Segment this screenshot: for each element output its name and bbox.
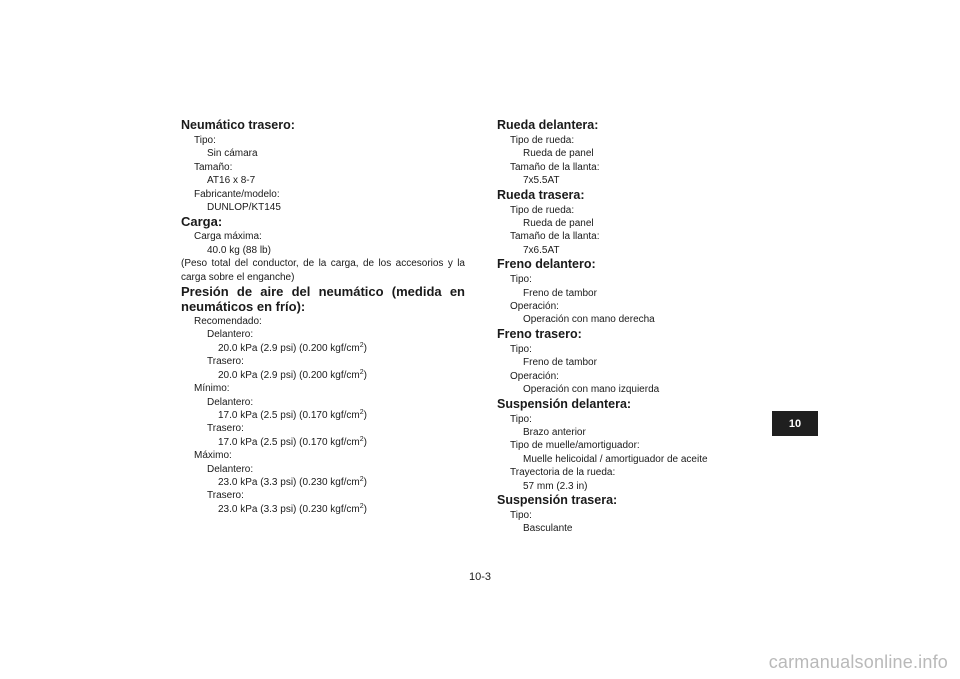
front-suspension-spring-value: Muelle helicoidal / amortiguador de aceite — [523, 453, 708, 465]
pressure-minimum-label: Mínimo: — [194, 383, 230, 395]
load-max-label: Carga máxima: — [194, 231, 262, 243]
front-suspension-travel-label: Trayectoria de la rueda: — [510, 467, 616, 479]
rear-suspension-heading: Suspensión trasera: — [497, 492, 618, 507]
pressure-min-front-value: 17.0 kPa (2.5 psi) (0.170 kgf/$cm^2$) — [218, 408, 367, 421]
rear-wheel-type-label: Tipo de rueda: — [510, 204, 575, 216]
rear-suspension-type-label: Tipo: — [510, 509, 532, 521]
front-suspension-type-label: Tipo: — [510, 413, 532, 425]
rear-tire-maker-value: DUNLOP/KT145 — [207, 202, 281, 214]
chapter-tab: 10 — [772, 411, 818, 436]
rear-brake-type-value: Freno de tambor — [523, 357, 597, 369]
pressure-recommended-label: Recomendado: — [194, 316, 262, 328]
pressure-max-front-label: Delantero: — [207, 463, 254, 475]
pressure-rec-front-value: 20.0 kPa (2.9 psi) (0.200 kgf/$cm^2$) — [218, 341, 367, 354]
pressure-max-front-value: 23.0 kPa (3.3 psi) (0.230 kgf/$cm^2$) — [218, 475, 367, 488]
front-brake-op-value: Operación con mano derecha — [523, 314, 655, 326]
rear-tire-type-label: Tipo: — [194, 135, 216, 146]
rear-tire-type-value: Sin cámara — [207, 148, 258, 160]
pressure-min-rear-value: 17.0 kPa (2.5 psi) (0.170 kgf/$cm^2$) — [218, 435, 367, 448]
page-number: 10-3 — [468, 571, 492, 583]
pressure-heading: Presión de aire del neumático (medida en neumáticos en frío): — [181, 284, 465, 315]
pressure-min-front-label: Delantero: — [207, 396, 254, 408]
rear-brake-heading: Freno trasero: — [497, 326, 582, 341]
load-heading: Carga: — [181, 214, 223, 230]
rear-tire-size-label: Tamaño: — [194, 161, 233, 173]
load-max-value: 40.0 kg (88 lb) — [207, 244, 271, 256]
pressure-rec-rear-label: Trasero: — [207, 356, 244, 368]
pressure-max-rear-value: 23.0 kPa (3.3 psi) (0.230 kgf/$cm^2$) — [218, 502, 367, 515]
pressure-rec-rear-value: 20.0 kPa (2.9 psi) (0.200 kgf/$cm^2$) — [218, 368, 367, 381]
rear-wheel-heading: Rueda trasera: — [497, 187, 585, 202]
load-note: (Peso total del conductor, de la carga, de los accesorios y la carga sobre el enganche) — [181, 258, 465, 283]
front-brake-heading: Freno delantero: — [497, 257, 596, 272]
rear-wheel-rim-value: 7x6.5AT — [523, 244, 560, 256]
rear-tire-size-value: AT16 x 8-7 — [207, 175, 256, 187]
front-wheel-heading: Rueda delantera: — [497, 118, 599, 132]
front-suspension-heading: Suspensión delantera: — [497, 396, 632, 411]
rear-brake-op-label: Operación: — [510, 370, 559, 382]
rear-wheel-rim-label: Tamaño de la llanta: — [510, 231, 600, 243]
pressure-maximum-label: Máximo: — [194, 450, 232, 462]
front-brake-type-value: Freno de tambor — [523, 287, 597, 299]
rear-wheel-type-value: Rueda de panel — [523, 218, 594, 230]
front-wheel-rim-label: Tamaño de la llanta: — [510, 161, 600, 173]
front-suspension-type-value: Brazo anterior — [523, 426, 586, 438]
front-wheel-type-value: Rueda de panel — [523, 148, 594, 160]
front-wheel-rim-value: 7x5.5AT — [523, 175, 560, 187]
right-column — [497, 118, 797, 536]
front-brake-op-label: Operación: — [510, 301, 559, 313]
pressure-max-rear-label: Trasero: — [207, 490, 244, 502]
left-column — [181, 118, 465, 516]
front-wheel-type-label: Tipo de rueda: — [510, 135, 575, 146]
rear-tire-maker-label: Fabricante/modelo: — [194, 188, 280, 200]
front-brake-type-label: Tipo: — [510, 274, 532, 286]
pressure-rec-front-label: Delantero: — [207, 329, 254, 341]
front-suspension-spring-label: Tipo de muelle/amortiguador: — [510, 440, 640, 452]
front-suspension-travel-value: 57 mm (2.3 in) — [523, 480, 588, 492]
rear-brake-op-value: Operación con mano izquierda — [523, 384, 660, 396]
watermark: carmanualsonline.info — [768, 652, 948, 672]
rear-tire-heading: Neumático trasero: — [181, 118, 295, 132]
rear-suspension-type-value: Basculante — [523, 523, 573, 535]
rear-brake-type-label: Tipo: — [510, 343, 532, 355]
pressure-min-rear-label: Trasero: — [207, 423, 244, 435]
